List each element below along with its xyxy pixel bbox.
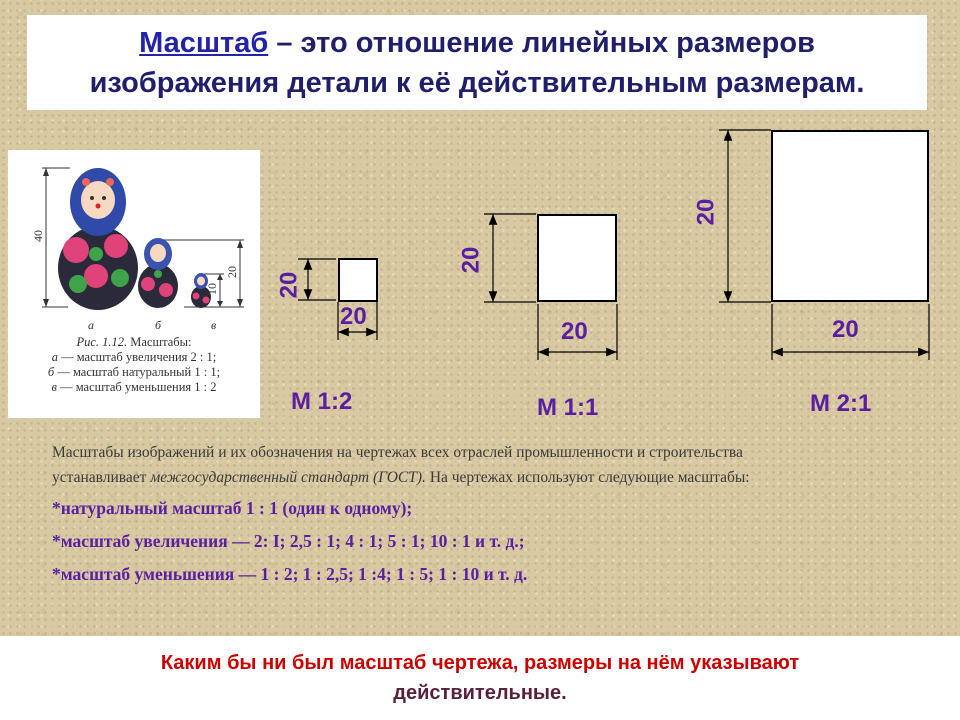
scale-label-m11: М 1:1 <box>537 394 599 421</box>
dim-big: 40 <box>31 230 45 242</box>
footer-line-1: Каким бы ни был масштаб чертежа, размеры на нём указывают <box>160 652 800 674</box>
title-line-2: изображения детали к её действительным размерам. <box>89 67 865 99</box>
caption-title: Масштабы: <box>127 335 192 349</box>
footer-line-2: действительные. <box>393 682 567 704</box>
dim-width-m11: 20 <box>561 318 588 345</box>
scale-label-m12: М 1:2 <box>291 388 353 415</box>
letter-b: б <box>155 318 162 332</box>
caption-item: в — масштаб уменьшения 1 : 2 <box>51 380 217 394</box>
dim-width-m12: 20 <box>340 303 367 330</box>
scale-list-item: *натуральный масштаб 1 : 1 (один к одному); <box>52 498 413 518</box>
scale-label-m21: М 2:1 <box>810 390 872 417</box>
square-m12 <box>338 258 378 302</box>
body-line-2: устанавливает межгосударственный стандарт (ГОСТ). На чертежах используют следующие масштабы: <box>52 469 750 486</box>
letter-v: в <box>211 318 217 332</box>
caption-item: б — масштаб натуральный 1 : 1; <box>47 365 221 379</box>
dim-width-m21: 20 <box>832 316 859 343</box>
dim-height-m21: 20 <box>692 198 720 226</box>
footer-note <box>0 636 960 720</box>
dim-smallest: 10 <box>205 283 219 295</box>
title-rest: – это отношение линейных размеров <box>268 27 815 59</box>
title-term: Масштаб <box>139 27 269 59</box>
caption-number: Рис. 1.12. <box>76 335 128 349</box>
body-line-1: Масштабы изображений и их обозначения на чертежах всех отраслей промышленности и строительства <box>52 444 743 461</box>
scale-list-item: *масштаб уменьшения — 1 : 2; 1 : 2,5; 1 :4; 1 : 5; 1 : 10 и т. д. <box>52 564 528 584</box>
dim-height-m12: 20 <box>275 271 303 299</box>
dim-small: 20 <box>225 266 239 278</box>
square-m11 <box>537 214 617 302</box>
caption-item: а — масштаб увеличения 2 : 1; <box>51 350 217 364</box>
square-m21 <box>771 130 929 302</box>
letter-a: а <box>88 318 94 332</box>
dim-height-m11: 20 <box>457 246 485 274</box>
body-paragraph <box>52 440 912 490</box>
scale-list-item: *масштаб увеличения — 2: I; 2,5 : 1; 4 : 1; 5 : 1; 10 : 1 и т. д.; <box>52 531 525 551</box>
